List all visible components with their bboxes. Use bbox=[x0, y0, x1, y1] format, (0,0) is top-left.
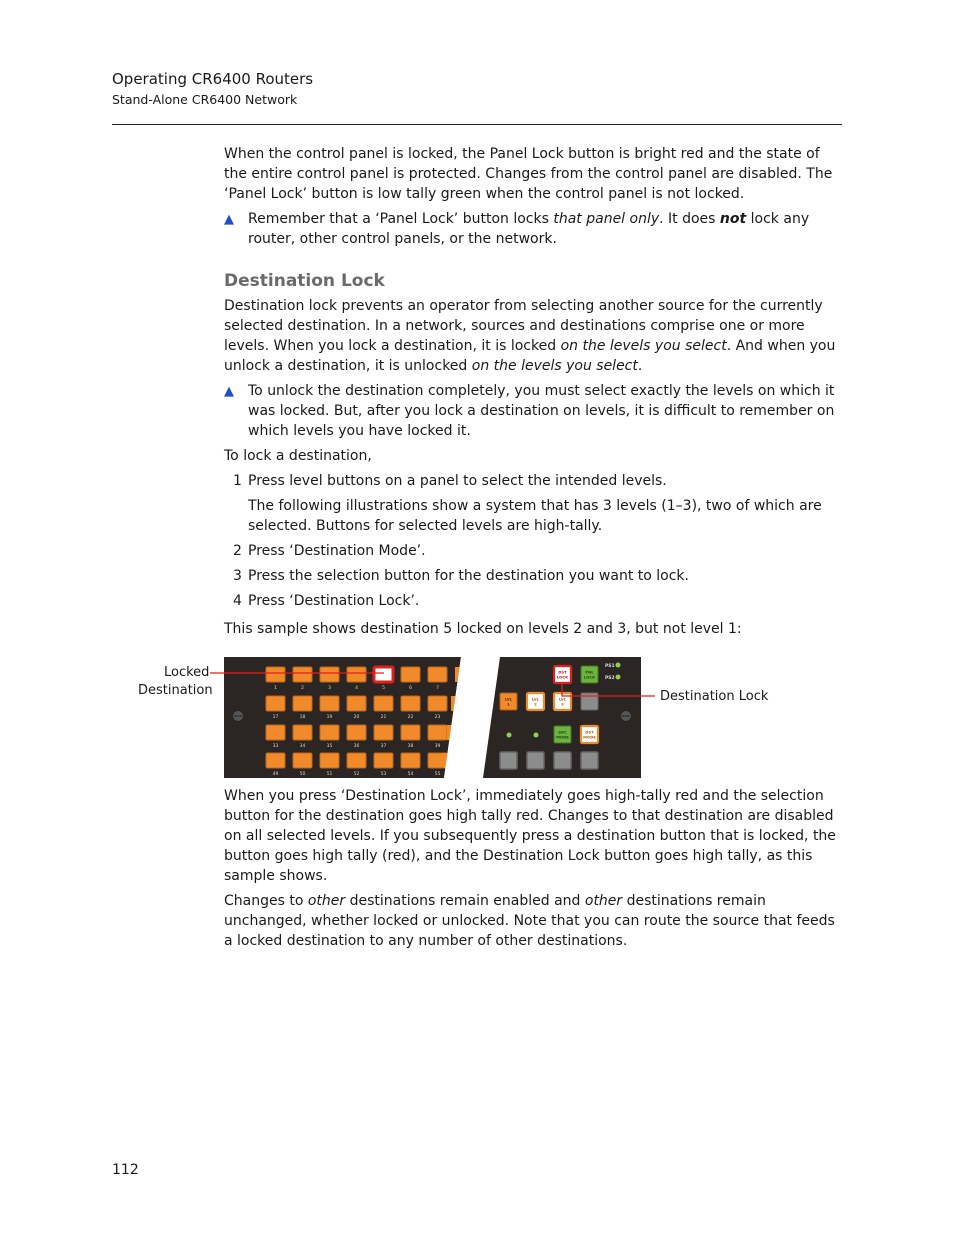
dst-lock-button[interactable] bbox=[554, 666, 571, 683]
sample-caption: This sample shows destination 5 locked on levels 2 and 3, but not level 1: bbox=[224, 621, 742, 637]
destination-button-label: 49 bbox=[272, 772, 279, 777]
destination-button-label: 2 bbox=[301, 686, 304, 691]
destination-button-label: 53 bbox=[380, 772, 387, 777]
destination-button-label: 39 bbox=[434, 744, 441, 749]
after-content bbox=[224, 786, 842, 951]
destination-button-label: 1 bbox=[274, 686, 277, 691]
destination-button-label: 52 bbox=[353, 772, 360, 777]
destination-button-label: 3 bbox=[328, 686, 331, 691]
destination-button-label: 34 bbox=[299, 744, 306, 749]
step-1-detail: The following illustrations show a system that has 3 levels (1–3), two of which are selected. Buttons for selected levels are high-tally. bbox=[248, 498, 822, 534]
destination-button-label: 23 bbox=[434, 715, 441, 720]
destination-button-label: 50 bbox=[299, 772, 306, 777]
page-number: 112 bbox=[112, 1162, 139, 1178]
step-3: 3 Press the selection button for the destination you want to lock. bbox=[233, 568, 689, 584]
warning-triangle-icon: ▲ bbox=[224, 384, 234, 399]
control-button-label: MODE bbox=[583, 734, 596, 740]
step-4: 4 Press ‘Destination Lock’. bbox=[233, 593, 420, 609]
control-button-label: PNL bbox=[585, 669, 594, 675]
warning-triangle-icon: ▲ bbox=[224, 212, 234, 227]
pnl-lock-button[interactable] bbox=[581, 666, 598, 683]
destination-button-label: 5 bbox=[382, 686, 385, 691]
ps2-led-icon bbox=[616, 675, 621, 680]
destination-button-label: 38 bbox=[407, 744, 414, 749]
control-button-label: LVL bbox=[531, 696, 540, 702]
blank-button[interactable] bbox=[581, 752, 598, 769]
header-title: Operating CR6400 Routers bbox=[112, 70, 314, 88]
level-2-button[interactable] bbox=[527, 693, 544, 710]
destination-button-label: 37 bbox=[380, 744, 387, 749]
control-button-label: MODE bbox=[556, 734, 569, 740]
callout-destination-lock: Destination Lock bbox=[660, 689, 769, 704]
control-button-label: LVL bbox=[558, 696, 567, 702]
control-button-label: 2 bbox=[534, 701, 537, 707]
destination-button-label: 17 bbox=[272, 715, 279, 720]
destination-button-label: 20 bbox=[353, 715, 360, 720]
destination-button-label: 33 bbox=[272, 744, 279, 749]
ps1-label: PS1 bbox=[605, 664, 615, 669]
control-button-label: SRC bbox=[558, 729, 567, 735]
level-1-button[interactable] bbox=[500, 693, 517, 710]
callout-locked-line2: Destination bbox=[138, 683, 213, 698]
intro-paragraph: When the control panel is locked, the Panel Lock button is bright red and the state of the entire control panel is protected. Changes from the control panel are disabled. The ‘Panel Lock’ button is low tally green when the control panel is not locked. bbox=[224, 146, 833, 202]
section-heading: Destination Lock bbox=[224, 271, 385, 291]
callout-locked-line1: Locked bbox=[164, 665, 210, 680]
screw-icon bbox=[621, 711, 631, 721]
destination-button-label: 51 bbox=[326, 772, 333, 777]
step-1: 1 Press level buttons on a panel to select the intended levels. bbox=[233, 473, 667, 489]
control-button-label: 3 bbox=[561, 701, 564, 707]
section-note: ▲ To unlock the destination completely, you must select exactly the levels on which it was locked. But, after you lock a destination on levels, it is difficult to remember on which levels you have locked it. bbox=[224, 383, 835, 439]
screw-icon bbox=[233, 711, 243, 721]
blank-button[interactable] bbox=[527, 752, 544, 769]
control-button-label: DST bbox=[585, 729, 594, 735]
section-paragraph: Destination lock prevents an operator from selecting another source for the currently selected destination. In a network, sources and destinations comprise one or more levels. When you lock a destination, it is locked on the levels you select. And when you unlock a destination, it is unlocked on the levels you select. bbox=[224, 298, 836, 374]
destination-button-label: 55 bbox=[434, 772, 441, 777]
to-lock-intro: To lock a destination, bbox=[224, 448, 372, 464]
control-button-label: 1 bbox=[507, 701, 510, 707]
destination-button-label: 4 bbox=[355, 686, 358, 691]
ps1-led-icon bbox=[616, 663, 621, 668]
dst-mode-button[interactable] bbox=[581, 726, 598, 743]
destination-button-label: 21 bbox=[380, 715, 387, 720]
status-led-icon bbox=[507, 733, 512, 738]
left-panel-body bbox=[224, 657, 461, 778]
destination-button-label: 22 bbox=[407, 715, 414, 720]
control-button-label: LOCK bbox=[556, 674, 569, 680]
after-paragraph-1: When you press ‘Destination Lock’, immediately goes high-tally red and the selection button for the destination goes high tally red. Changes to that destination are disabled on all selected levels. If you subsequently press a destination button that is locked, the button goes high tally (red), and the Destination Lock button goes high tally, as this sample shows. bbox=[224, 788, 836, 884]
header-subtitle: Stand-Alone CR6400 Network bbox=[112, 92, 298, 107]
status-led-icon bbox=[534, 733, 539, 738]
destination-button-label: 6 bbox=[409, 686, 412, 691]
intro-note: ▲ Remember that a ‘Panel Lock’ button locks that panel only. It does not lock any router, other control panels, or the network. bbox=[224, 211, 810, 247]
step-2: 2 Press ‘Destination Mode’. bbox=[233, 543, 426, 559]
control-button-label: LVL bbox=[504, 696, 513, 702]
destination-button-label: 35 bbox=[326, 744, 333, 749]
destination-button-label: 19 bbox=[326, 715, 333, 720]
control-button-label: DST bbox=[558, 669, 567, 675]
blank-button[interactable] bbox=[554, 752, 571, 769]
blank-button[interactable] bbox=[500, 752, 517, 769]
after-paragraph-2: Changes to other destinations remain enabled and other destinations remain unchanged, whether locked or unlocked. Note that you can route the source that feeds a locked destination to any number of other destinations. bbox=[224, 893, 835, 949]
src-mode-button[interactable] bbox=[554, 726, 571, 743]
destination-button-label: 36 bbox=[353, 744, 360, 749]
ps2-label: PS2 bbox=[605, 676, 615, 681]
destination-button-label: 7 bbox=[436, 686, 439, 691]
destination-button-label: 54 bbox=[407, 772, 414, 777]
control-button-label: LOCK bbox=[583, 674, 596, 680]
destination-button-label: 18 bbox=[299, 715, 306, 720]
